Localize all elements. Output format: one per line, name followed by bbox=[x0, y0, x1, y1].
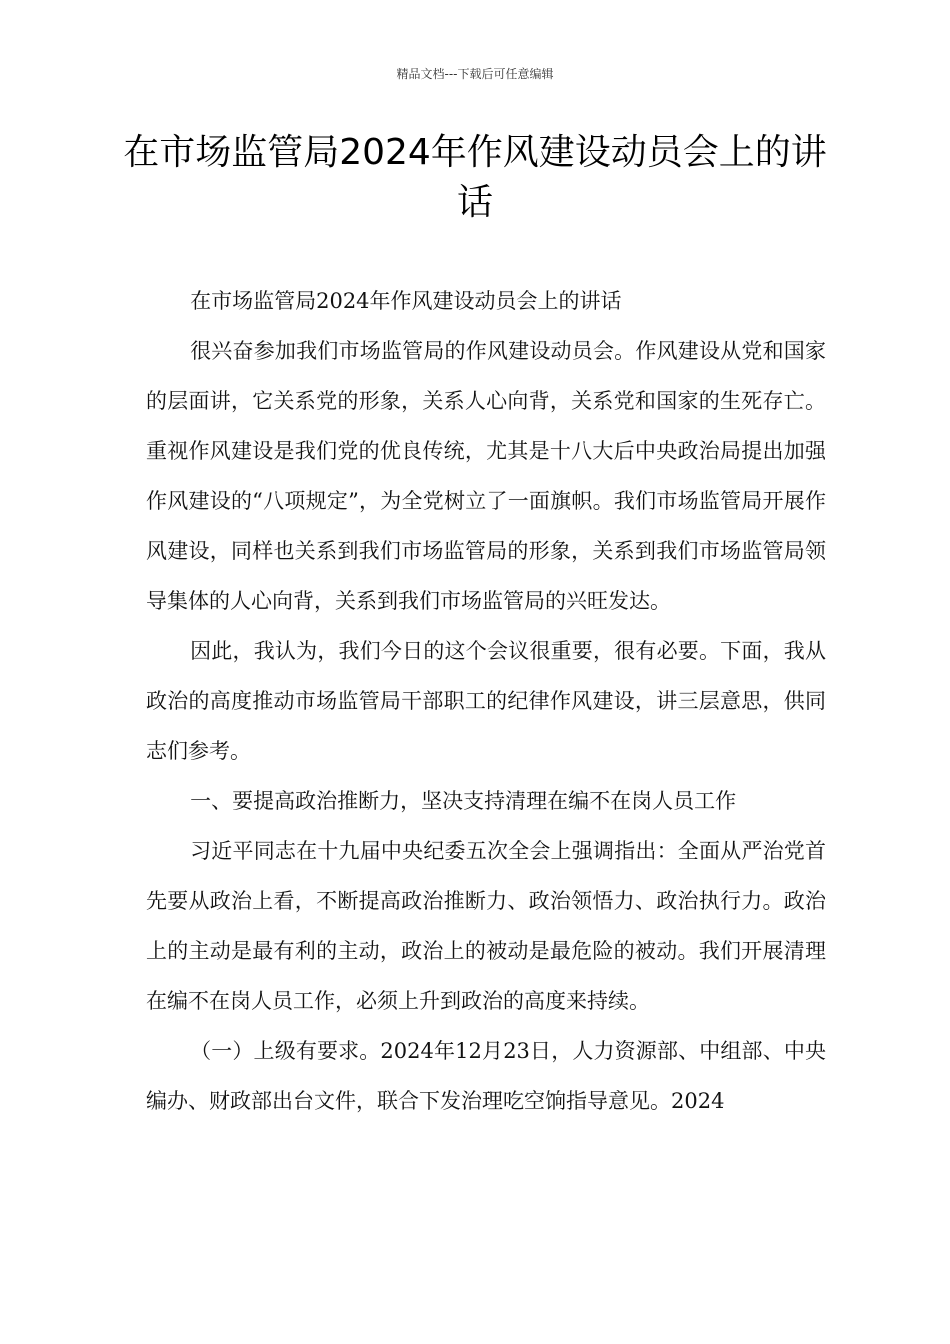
paragraph-importance: 因此，我认为，我们今日的这个会议很重要，很有必要。下面，我从政治的高度推动市场监管局干部职工的纪律作风建设，讲三层意思，供同志们参考。 bbox=[146, 639, 826, 763]
paragraph-political: 习近平同志在十九届中央纪委五次全会上强调指出：全面从严治党首先要从政治上看，不断提高政治推断力、政治领悟力、政治执行力。政治上的主动是最有利的主动，政治上的被动是最危险的被动。我们开展清理在编不在岗人员工作，必须上升到政治的高度来持续。 bbox=[146, 839, 826, 1013]
document-title: 在市场监管局2024年作风建设动员会上的讲话 bbox=[123, 132, 827, 223]
header-note: 精品文档---下载后可任意编辑 bbox=[396, 67, 554, 81]
paragraph-subtitle: 在市场监管局2024年作风建设动员会上的讲话 bbox=[190, 289, 622, 313]
paragraph-requirement: （一）上级有要求。2024年12月23日，人力资源部、中组部、中央编办、财政部出台文件，联合下发治理吃空饷指导意见。2024 bbox=[146, 1039, 826, 1113]
document-body bbox=[146, 276, 826, 1126]
section-heading-1: 一、要提高政治推断力，坚决支持清理在编不在岗人员工作 bbox=[190, 789, 737, 813]
paragraph-intro: 很兴奋参加我们市场监管局的作风建设动员会。作风建设从党和国家的层面讲，它关系党的形象，关系人心向背，关系党和国家的生死存亡。重视作风建设是我们党的优良传统，尤其是十八大后中央政治局提出加强作风建设的“八项规定”，为全党树立了一面旗帜。我们市场监管局开展作风建设，同样也关系到我们市场监管局的形象，关系到我们市场监管局领导集体的人心向背，关系到我们市场监管局的兴旺发达。 bbox=[146, 339, 826, 613]
